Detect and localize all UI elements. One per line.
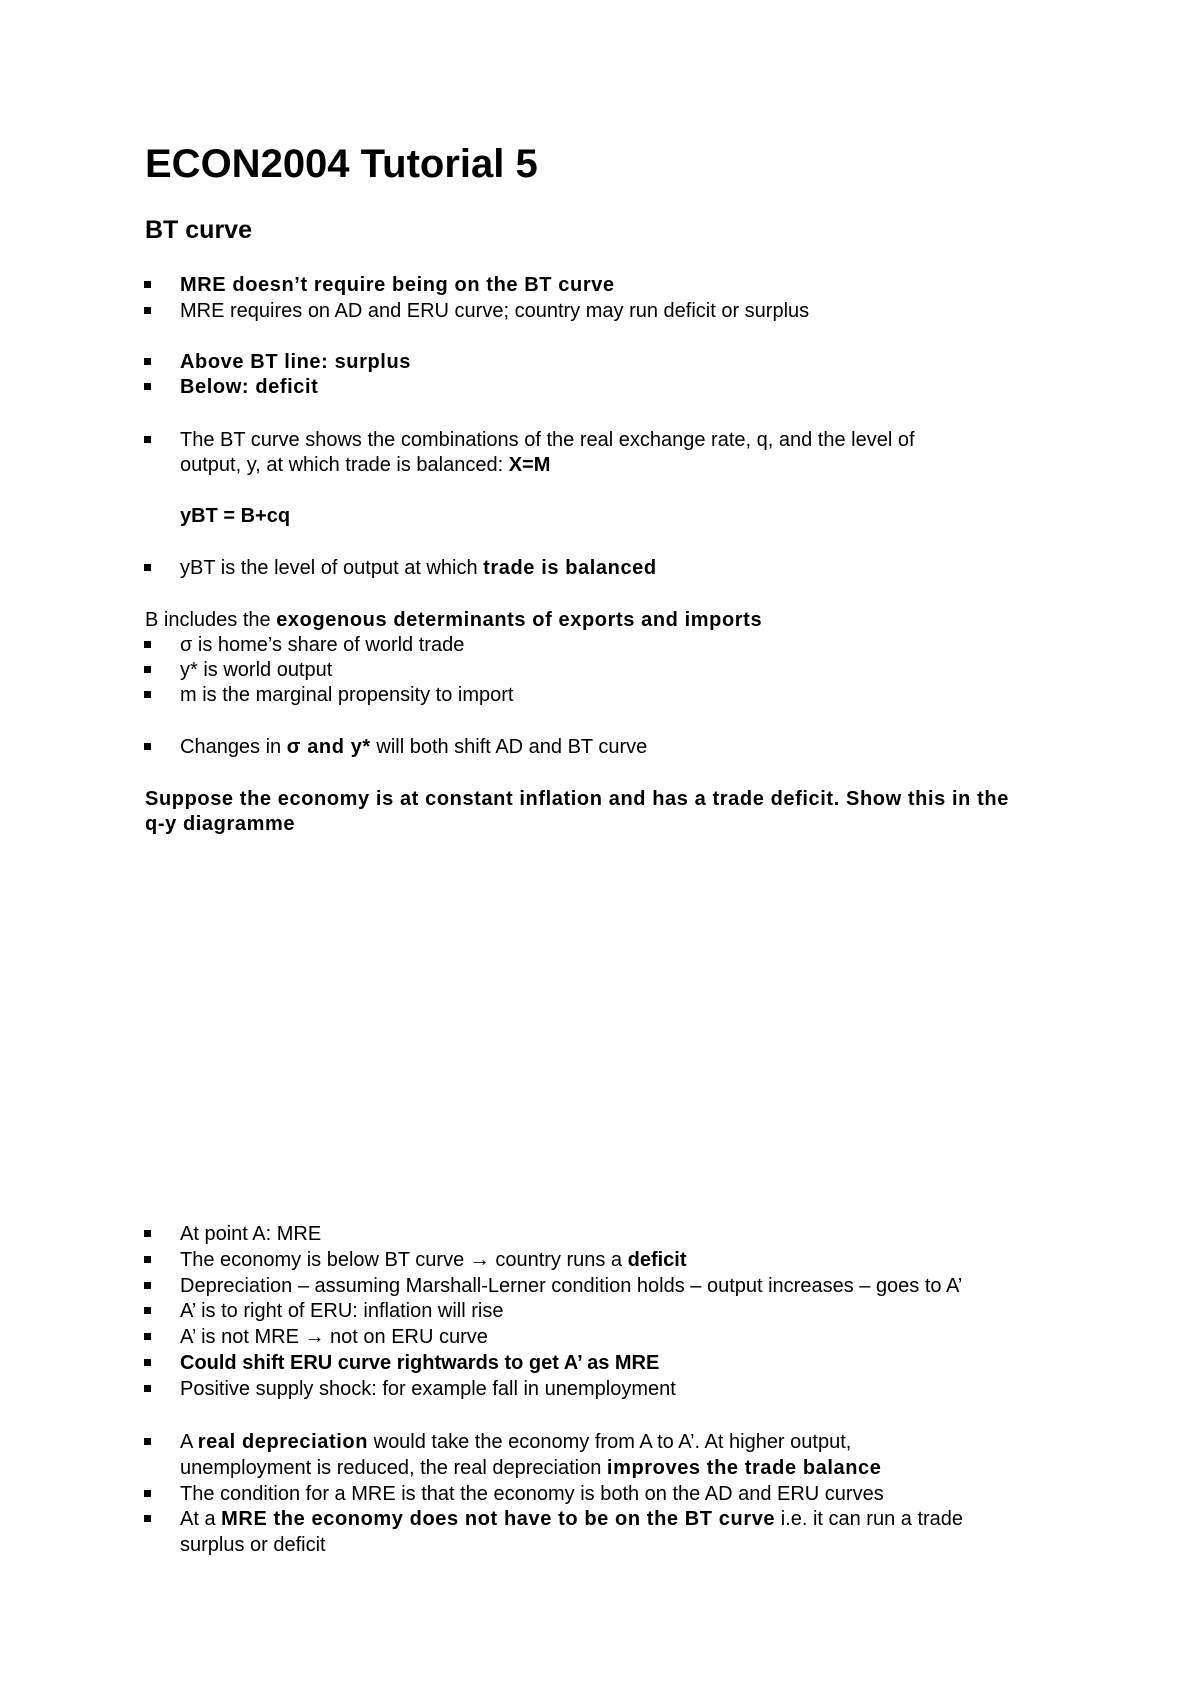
- list-item-text: The BT curve shows the combinations of the real exchange rate, q, and the level of: [180, 429, 915, 451]
- text-run: The economy is below BT curve: [180, 1249, 470, 1271]
- list-item-text: Positive supply shock: for example fall in unemployment: [180, 1378, 676, 1400]
- text-run: output, y, at which trade is balanced:: [180, 454, 509, 476]
- list-item: [0, 1350, 1200, 1376]
- list-item: [0, 1247, 1200, 1273]
- text-run-bold: trade is balanced: [483, 557, 657, 579]
- list-item-text: Depreciation – assuming Marshall-Lerner condition holds – output increases – goes to A’: [180, 1275, 963, 1297]
- bullet-icon: [144, 281, 151, 288]
- bullet-icon: [144, 307, 151, 314]
- list-item: [0, 349, 1200, 375]
- list-item: [0, 657, 1200, 683]
- list-item: [0, 298, 1200, 324]
- text-run: unemployment is reduced, the real depreciation: [180, 1457, 607, 1479]
- text-run: will both shift AD and BT curve: [370, 736, 648, 758]
- text-run: not on ERU curve: [324, 1326, 488, 1348]
- bullet-icon: [144, 1256, 151, 1263]
- bullet-icon: [144, 1515, 151, 1522]
- question-text: q-y diagramme: [145, 813, 296, 835]
- bullet-icon: [144, 564, 151, 571]
- text-run-bold: MRE the economy does not have to be on the BT curve: [221, 1508, 776, 1530]
- text-run: i.e. it can run a trade: [775, 1508, 964, 1530]
- text-run-bold: improves the trade balance: [606, 1457, 882, 1479]
- list-item: [0, 1481, 1200, 1507]
- bullet-icon: [144, 358, 151, 365]
- list-item: [0, 1298, 1200, 1324]
- list-item-text: MRE requires on AD and ERU curve; country may run deficit or surplus: [180, 300, 810, 322]
- text-run-bold: X=M: [508, 454, 551, 476]
- page-title: ECON2004 Tutorial 5: [145, 142, 538, 186]
- list-item: [0, 427, 1200, 453]
- bullet-icon: [144, 436, 151, 443]
- bullet-icon: [144, 1282, 151, 1289]
- equation: [0, 503, 1200, 529]
- list-item-text: A’ is to right of ERU: inflation will rise: [180, 1300, 504, 1322]
- list-item: [0, 1376, 1200, 1402]
- bullet-icon: [144, 1359, 151, 1366]
- question-line: [0, 811, 1200, 837]
- question-text: Suppose the economy is at constant inflation and has a trade deficit. Show this in the: [145, 788, 1009, 810]
- text-run: At a: [180, 1508, 222, 1530]
- bullet-icon: [144, 1307, 151, 1314]
- section-heading: BT curve: [145, 216, 252, 244]
- text-run-bold: deficit: [627, 1249, 687, 1271]
- list-item: [0, 734, 1200, 760]
- list-item-text: m is the marginal propensity to import: [180, 684, 514, 706]
- paragraph: [0, 607, 1200, 633]
- list-item: [0, 1273, 1200, 1299]
- equation-text: yBT = B+cq: [180, 505, 291, 527]
- list-item: [0, 272, 1200, 298]
- list-item: [0, 555, 1200, 581]
- list-item-continuation: [0, 1532, 1200, 1558]
- bullet-icon: [144, 641, 151, 648]
- arrow-right-icon: →: [469, 1249, 490, 1271]
- list-item-text: σ is home’s share of world trade: [180, 634, 465, 656]
- list-item-text: At point A: MRE: [180, 1223, 322, 1245]
- list-item: [0, 1506, 1200, 1532]
- arrow-right-icon: →: [304, 1326, 325, 1348]
- list-item: [0, 1221, 1200, 1247]
- bullet-icon: [144, 1438, 151, 1445]
- list-item-text: Below: deficit: [180, 376, 319, 398]
- bullet-icon: [144, 1385, 151, 1392]
- text-run: B includes the: [145, 609, 277, 631]
- list-item-continuation: [0, 1455, 1200, 1481]
- bullet-icon: [144, 691, 151, 698]
- text-run: country runs a: [489, 1249, 628, 1271]
- list-item-text: Could shift ERU curve rightwards to get A’ as MRE: [180, 1352, 660, 1374]
- text-run-bold: real depreciation: [197, 1431, 369, 1453]
- bullet-icon: [144, 1230, 151, 1237]
- bullet-icon: [144, 1490, 151, 1497]
- list-item-text: y* is world output: [180, 659, 333, 681]
- bullet-icon: [144, 1333, 151, 1340]
- list-item: [0, 374, 1200, 400]
- list-item-text: Above BT line: surplus: [180, 351, 412, 373]
- list-item: [0, 1429, 1200, 1455]
- bullet-icon: [144, 383, 151, 390]
- question-line: [0, 786, 1200, 812]
- text-run: would take the economy from A to A’. At higher output,: [368, 1431, 852, 1453]
- list-item: [0, 632, 1200, 658]
- list-item-text: surplus or deficit: [180, 1534, 326, 1556]
- bullet-icon: [144, 743, 151, 750]
- list-item-continuation: [0, 452, 1200, 478]
- list-item: [0, 1324, 1200, 1350]
- text-run: A’ is not MRE: [180, 1326, 305, 1348]
- text-run-bold: exogenous determinants of exports and imports: [276, 609, 763, 631]
- text-run: Changes in: [180, 736, 287, 758]
- list-item-text: The condition for a MRE is that the economy is both on the AD and ERU curves: [180, 1483, 884, 1505]
- list-item-text: MRE doesn’t require being on the BT curve: [180, 274, 615, 296]
- text-run-bold: σ and y*: [286, 736, 371, 758]
- text-run: yBT is the level of output at which: [180, 557, 484, 579]
- bullet-icon: [144, 666, 151, 673]
- list-item: [0, 682, 1200, 708]
- text-run: A: [180, 1431, 198, 1453]
